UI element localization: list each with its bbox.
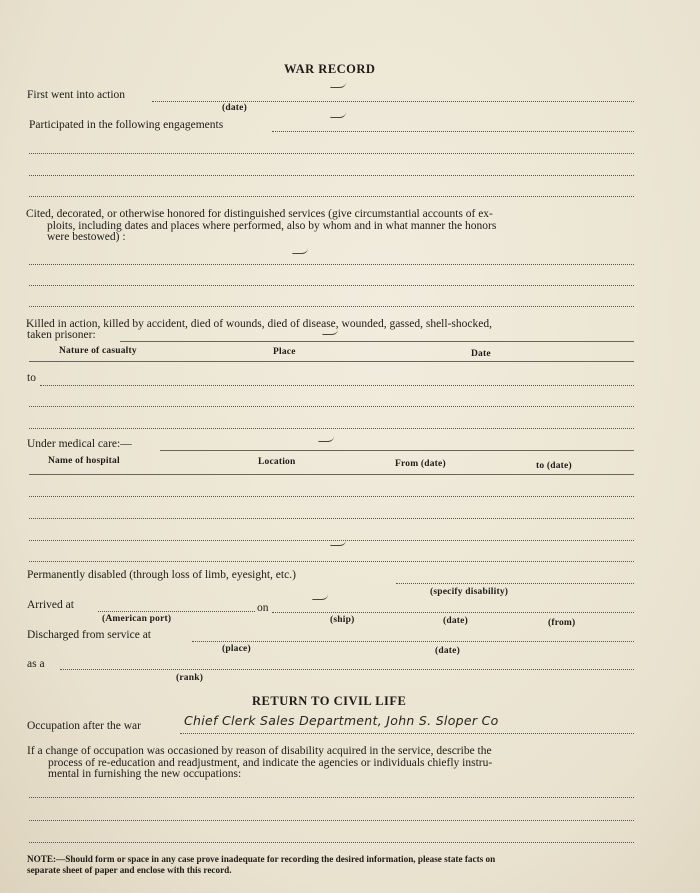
as-a-label: as a [27,658,45,670]
note-line-2: separate sheet of paper and enclose with this record. [27,865,232,875]
cited-line-3: were bestowed) : [47,231,126,243]
from-hint: (from) [548,618,576,628]
col-hospital: Name of hospital [48,456,120,466]
discharged-date-hint: (date) [435,646,460,656]
to-line [40,385,634,386]
check-mark [330,82,346,88]
check-mark [322,329,338,335]
change-line-3: mental in furnishing the new occupations: [48,768,242,780]
cited-line-b [29,285,634,286]
col-place: Place [273,347,296,357]
note-line-1: NOTE:—Should form or space in any case prove inadequate for recording the desired information, please state facts on [27,854,496,864]
medical-rule-2 [29,474,634,475]
first-action-label: First went into action [27,89,126,101]
medical-line-d [29,561,634,562]
occupation-line [180,733,634,734]
change-line-2: process of re-education and readjustment, and indicate the agencies or individuals chiefly instru- [48,757,493,769]
engagements-line [272,131,634,132]
arrived-label: Arrived at [27,599,74,611]
change-line-b [29,820,634,821]
casualty-rule-2 [29,361,634,362]
check-mark [292,248,308,254]
cited-line-1: Cited, decorated, or otherwise honored for distinguished services (give circumstantial accounts of ex- [26,208,493,220]
ship-hint: (ship) [330,615,355,625]
killed-line-1: Killed in action, killed by accident, died of wounds, died of disease, wounded, gassed, shell-shocked, [26,318,492,330]
cited-line-c [29,306,634,307]
medical-label: Under medical care:— [27,438,132,450]
engagements-line-4 [29,196,634,197]
disabled-label: Permanently disabled (through loss of limb, eyesight, etc.) [27,569,296,581]
col-from-date: From (date) [395,459,446,469]
check-mark [330,540,346,546]
medical-rule [160,450,634,451]
disabled-line [396,583,634,584]
place-hint: (place) [222,644,251,654]
arrived-ship-line [272,612,634,613]
killed-line-2: taken prisoner: [27,329,96,341]
killed-line-a [29,406,634,407]
engagements-line-3 [29,175,634,176]
engagements-label: Participated in the following engagements [29,119,224,131]
col-to-date: to (date) [536,461,572,471]
col-date: Date [471,349,491,359]
medical-line-b [29,518,634,519]
discharged-line [192,641,634,642]
check-mark [312,594,328,600]
occupation-handwritten: Chief Clerk Sales Department, John S. Sloper Co [184,713,499,728]
american-port-hint: (American port) [102,614,172,624]
disability-hint: (specify disability) [430,587,509,597]
change-line-1: If a change of occupation was occasioned by reason of disability acquired in the service, describe the [27,745,492,757]
arrived-date-hint: (date) [443,616,468,626]
change-line-a [29,797,634,798]
to-label: to [27,372,36,384]
medical-line-a [29,496,634,497]
col-nature-of-casualty: Nature of casualty [59,346,137,356]
rank-hint: (rank) [176,673,204,683]
war-record-title: WAR RECORD [284,62,376,76]
occupation-label: Occupation after the war [27,720,141,732]
engagements-line-2 [29,153,634,154]
discharged-label: Discharged from service at [27,629,152,641]
cited-line-2: ploits, including dates and places where performed, also by whom and in what manner the honors [47,220,497,232]
killed-line-b [29,428,634,429]
casualty-rule [120,341,634,342]
check-mark [318,436,334,442]
rank-line [60,669,634,670]
check-mark [330,112,346,118]
arrived-port-line [98,611,255,612]
change-line-c [29,842,634,843]
first-action-date-hint: (date) [222,103,247,113]
on-label: on [257,602,269,614]
cited-line-a [29,264,634,265]
civil-life-title: RETURN TO CIVIL LIFE [252,694,407,708]
col-location: Location [258,457,296,467]
